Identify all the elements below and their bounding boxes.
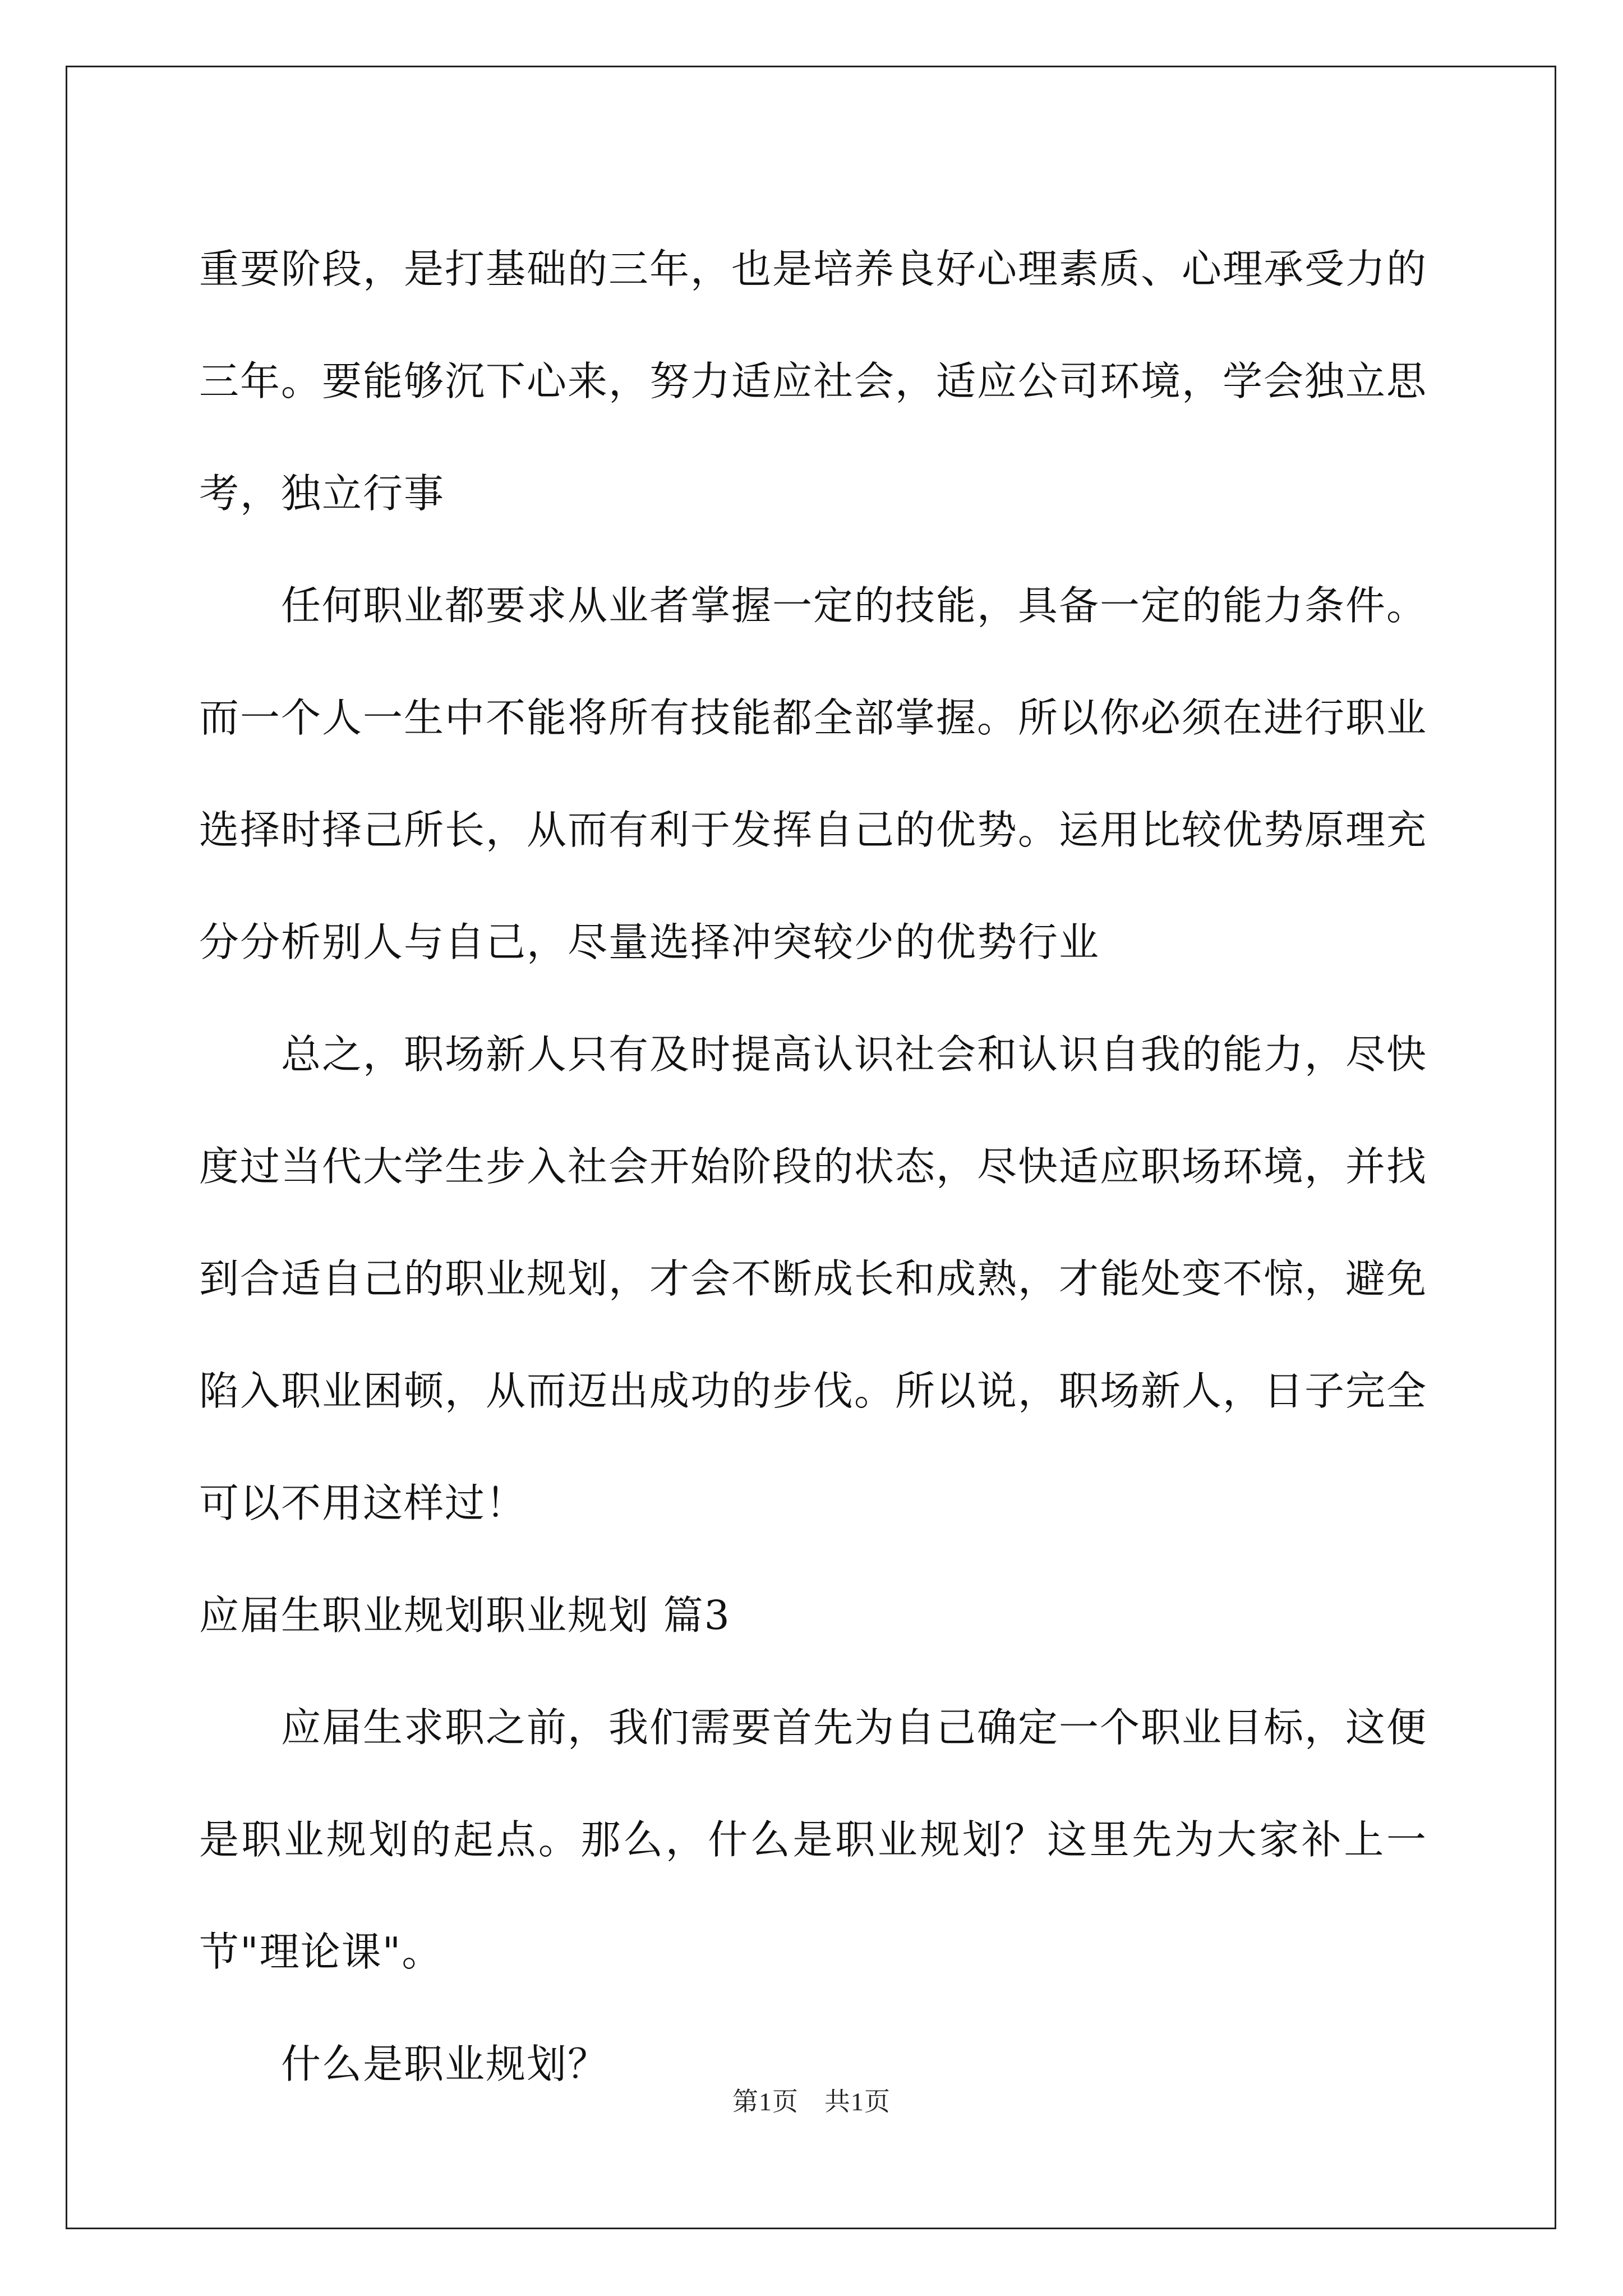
paragraph: 任何职业都要求从业者掌握一定的技能，具备一定的能力条件。而一个人一生中不能将所有技能都全部掌握。所以你必须在进行职业选择时择己所长，从而有利于发挥自己的优势。运用比较优势原理充分分析别人与自己，尽量选择冲突较少的优势行业: [199, 582, 1428, 965]
page-total: 共1页: [824, 2087, 891, 2116]
page-footer: [0, 2081, 1623, 2118]
document-body: [199, 213, 1427, 2120]
section-heading: 应届生职业规划职业规划 篇3: [199, 1592, 731, 1639]
paragraph: 什么是职业规划？: [281, 2041, 609, 2087]
paragraph: 总之，职场新人只有及时提高认识社会和认识自我的能力，尽快度过当代大学生步入社会开始阶段的状态，尽快适应职场环境，并找到合适自己的职业规划，才会不断成长和成熟，才能处变不惊，避免陷入职业困顿，从而迈出成功的步伐。所以说，职场新人，日子完全可以不用这样过！: [199, 1031, 1428, 1526]
page-number: 第1页: [732, 2087, 799, 2116]
paragraph: 重要阶段，是打基础的三年，也是培养良好心理素质、心理承受力的三年。要能够沉下心来，努力适应社会，适应公司环境，学会独立思考，独立行事: [199, 246, 1428, 517]
paragraph: 应届生求职之前，我们需要首先为自己确定一个职业目标，这便是职业规划的起点。那么，什么是职业规划？这里先为大家补上一节"理论课"。: [199, 1704, 1428, 1975]
